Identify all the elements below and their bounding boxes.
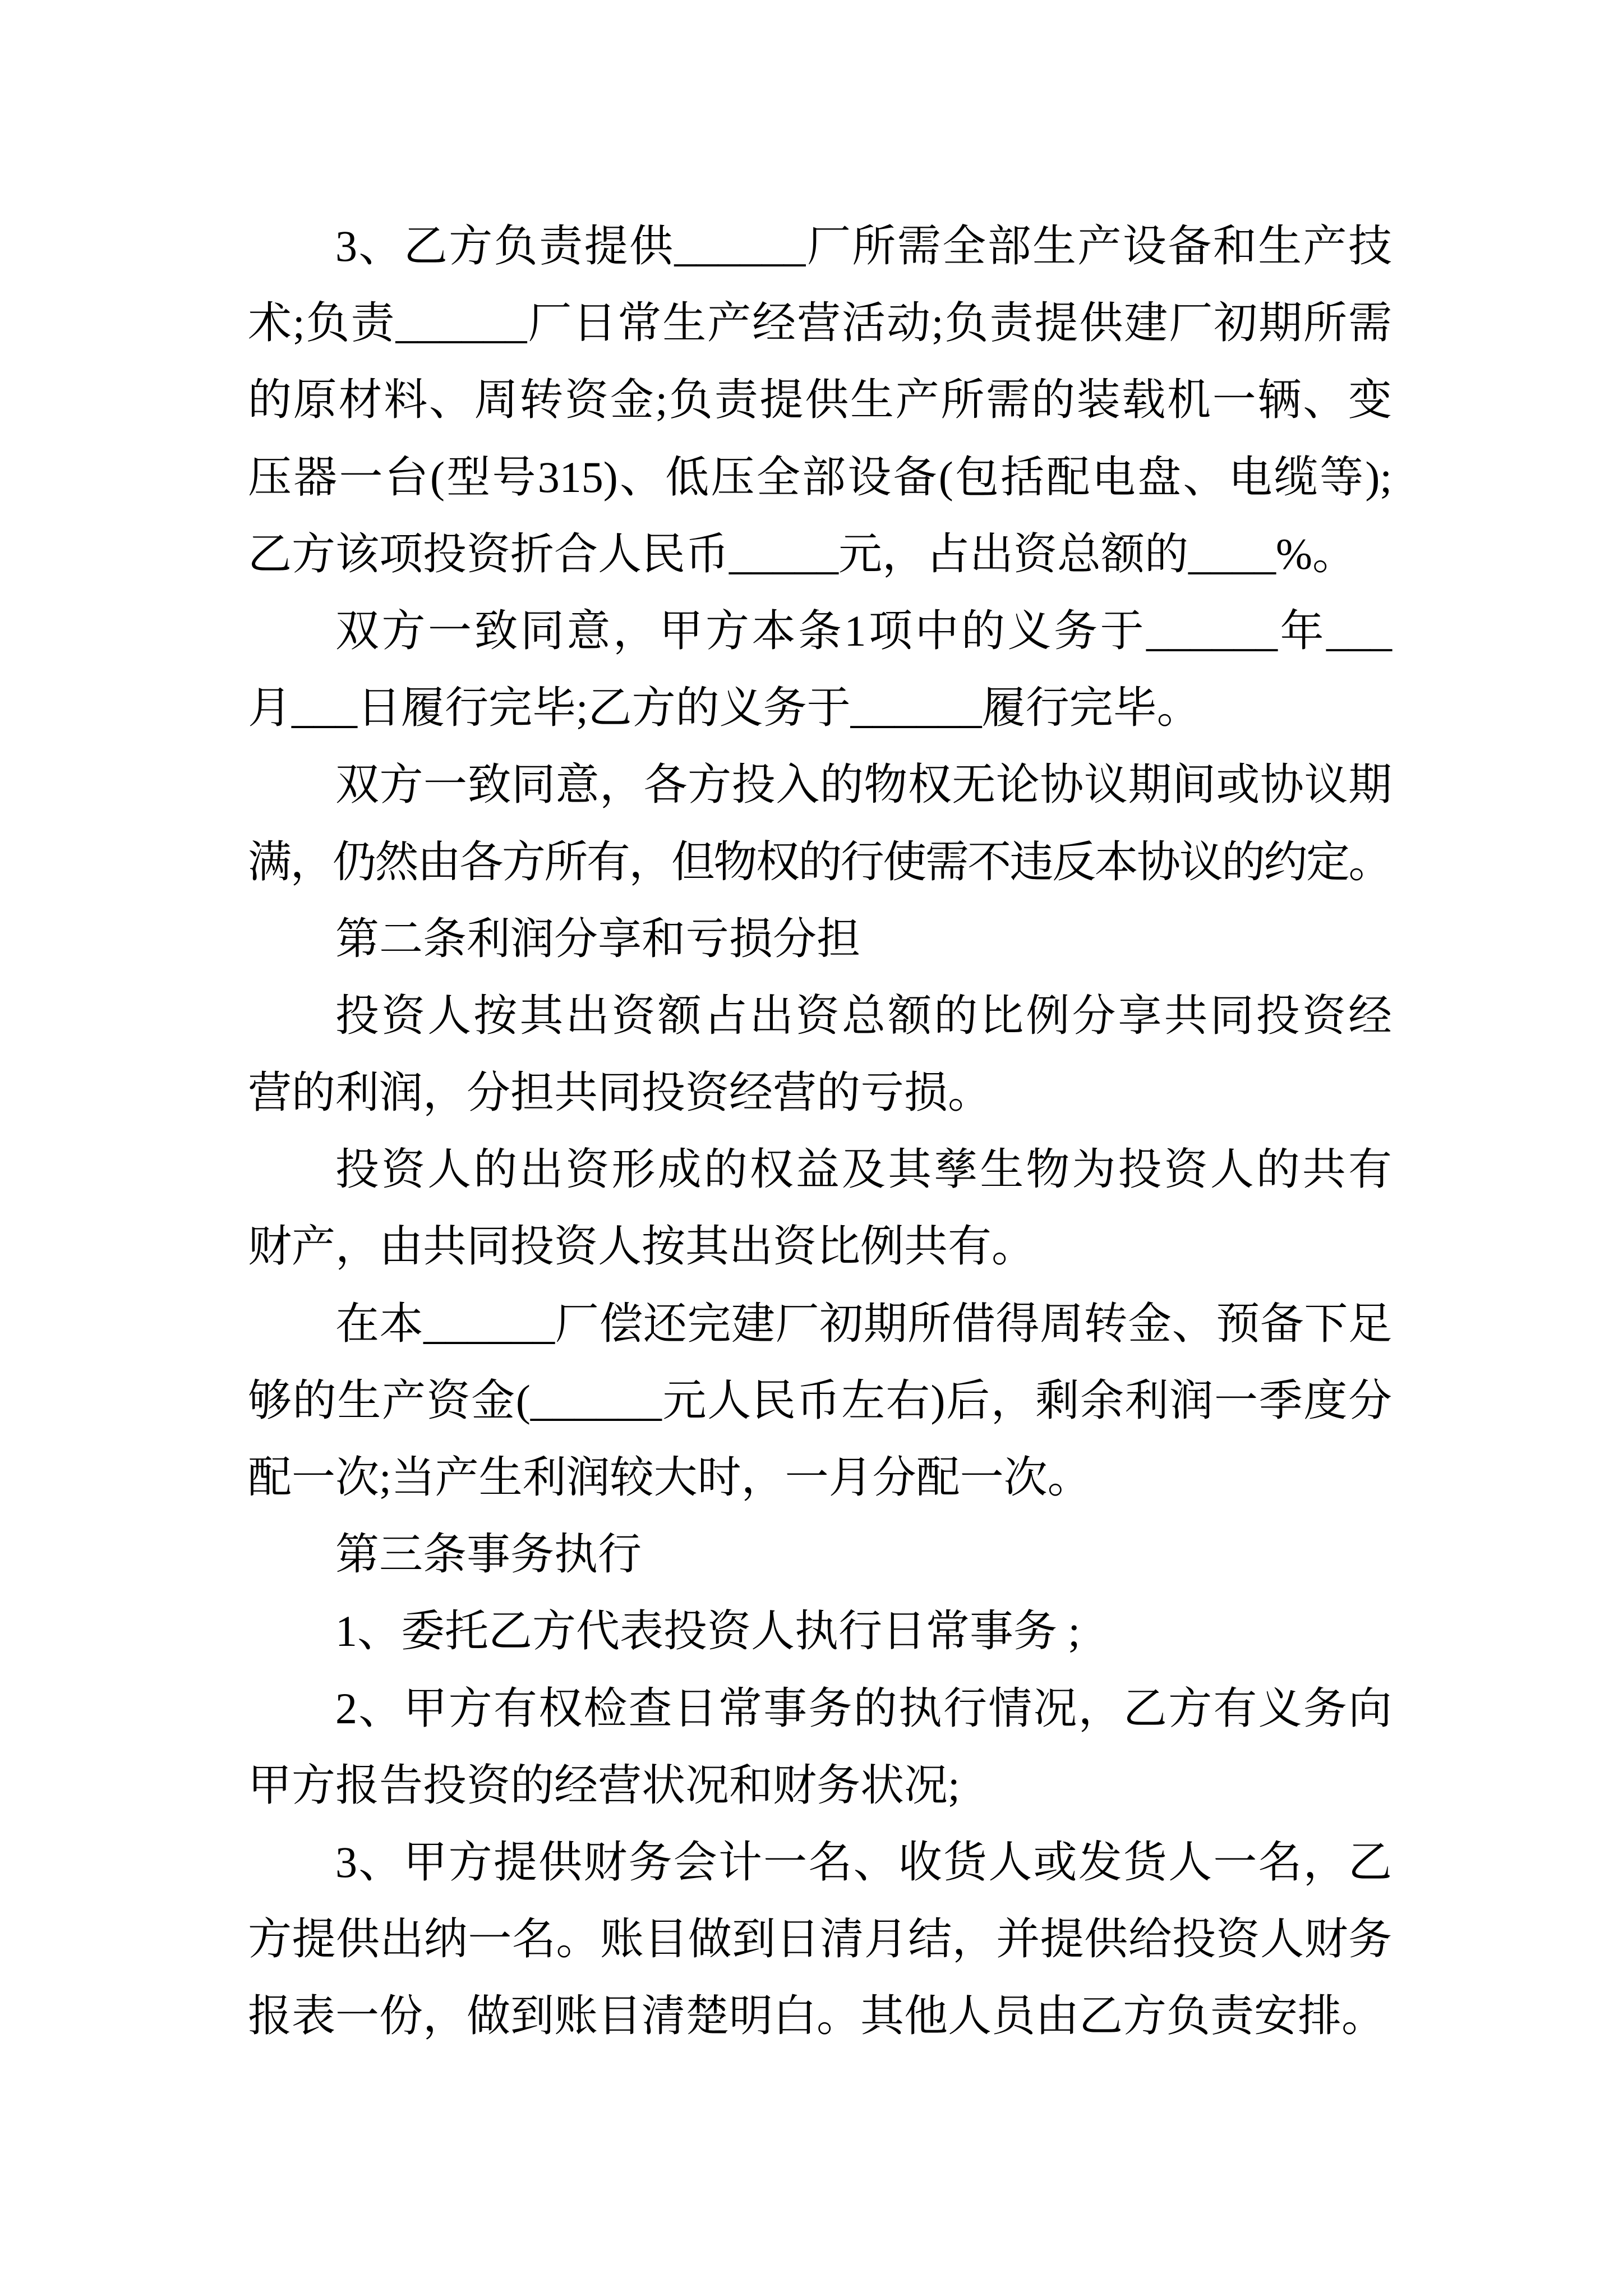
text-line: 3、甲方提供财务会计一名、收货人或发货人一名，乙 xyxy=(335,1837,1392,1887)
text-line: 甲方报告投资的经营状况和财务状况; xyxy=(248,1760,960,1810)
text-line: 满，仍然由各方所有，但物权的行使需不违反本协议的约定。 xyxy=(248,837,1391,886)
affairs-item-1-paragraph xyxy=(248,1593,1392,1669)
performance-deadline-paragraph xyxy=(248,592,1392,746)
text-line: 压器一台(型号315)、低压全部设备(包括配电盘、电缆等); xyxy=(248,452,1392,501)
text-line: 术;负责______厂日常生产经营活动;负责提供建厂初期所需 xyxy=(248,298,1392,348)
text-line: 的原材料、周转资金;负责提供生产所需的装载机一辆、变 xyxy=(248,375,1392,425)
text-line: 投资人按其出资额占出资总额的比例分享共同投资经 xyxy=(335,991,1392,1040)
text-line: 财产，由共同投资人按其出资比例共有。 xyxy=(248,1222,1036,1271)
article-3-heading xyxy=(248,1516,1392,1593)
profit-sharing-paragraph xyxy=(248,977,1392,1131)
affairs-item-2-paragraph xyxy=(248,1670,1392,1824)
text-line: 3、乙方负责提供______厂所需全部生产设备和生产技 xyxy=(335,222,1392,270)
profit-distribution-paragraph xyxy=(248,1285,1392,1516)
text-line: 乙方该项投资折合人民币_____元，占出资总额的____%。 xyxy=(248,529,1356,578)
heading-text: 第三条事务执行 xyxy=(335,1530,642,1579)
heading-text: 第二条利润分享和亏损分担 xyxy=(335,914,861,963)
text-line: 够的生产资金(______元人民币左右)后，剩余利润一季度分 xyxy=(248,1375,1392,1425)
text-line: 配一次;当产生利润较大时，一月分配一次。 xyxy=(248,1453,1091,1502)
text-line: 双方一致同意，各方投入的物权无论协议期间或协议期 xyxy=(335,760,1392,809)
property-rights-paragraph xyxy=(248,746,1392,900)
joint-property-paragraph xyxy=(248,1131,1392,1285)
text-line: 营的利润，分担共同投资经营的亏损。 xyxy=(248,1068,992,1117)
text-line: 1、委托乙方代表投资人执行日常事务 ; xyxy=(335,1607,1081,1656)
document-body xyxy=(248,208,1392,2055)
text-line: 报表一份，做到账目清楚明白。其他人员由乙方负责安排。 xyxy=(248,1991,1386,2041)
text-line: 双方一致同意，甲方本条1项中的义务于______年___ xyxy=(335,606,1392,655)
text-line: 投资人的出资形成的权益及其孳生物为投资人的共有 xyxy=(335,1145,1392,1194)
affairs-item-3-paragraph xyxy=(248,1824,1392,2055)
text-line: 方提供出纳一名。账目做到日清月结，并提供给投资人财务 xyxy=(248,1915,1392,1964)
text-line: 月___日履行完毕;乙方的义务于______履行完毕。 xyxy=(248,683,1201,733)
text-line: 2、甲方有权检查日常事务的执行情况，乙方有义务向 xyxy=(335,1683,1392,1733)
text-line: 在本______厂偿还完建厂初期所借得周转金、预备下足 xyxy=(335,1299,1392,1348)
party-b-contribution-paragraph xyxy=(248,208,1392,592)
article-2-heading xyxy=(248,900,1392,977)
